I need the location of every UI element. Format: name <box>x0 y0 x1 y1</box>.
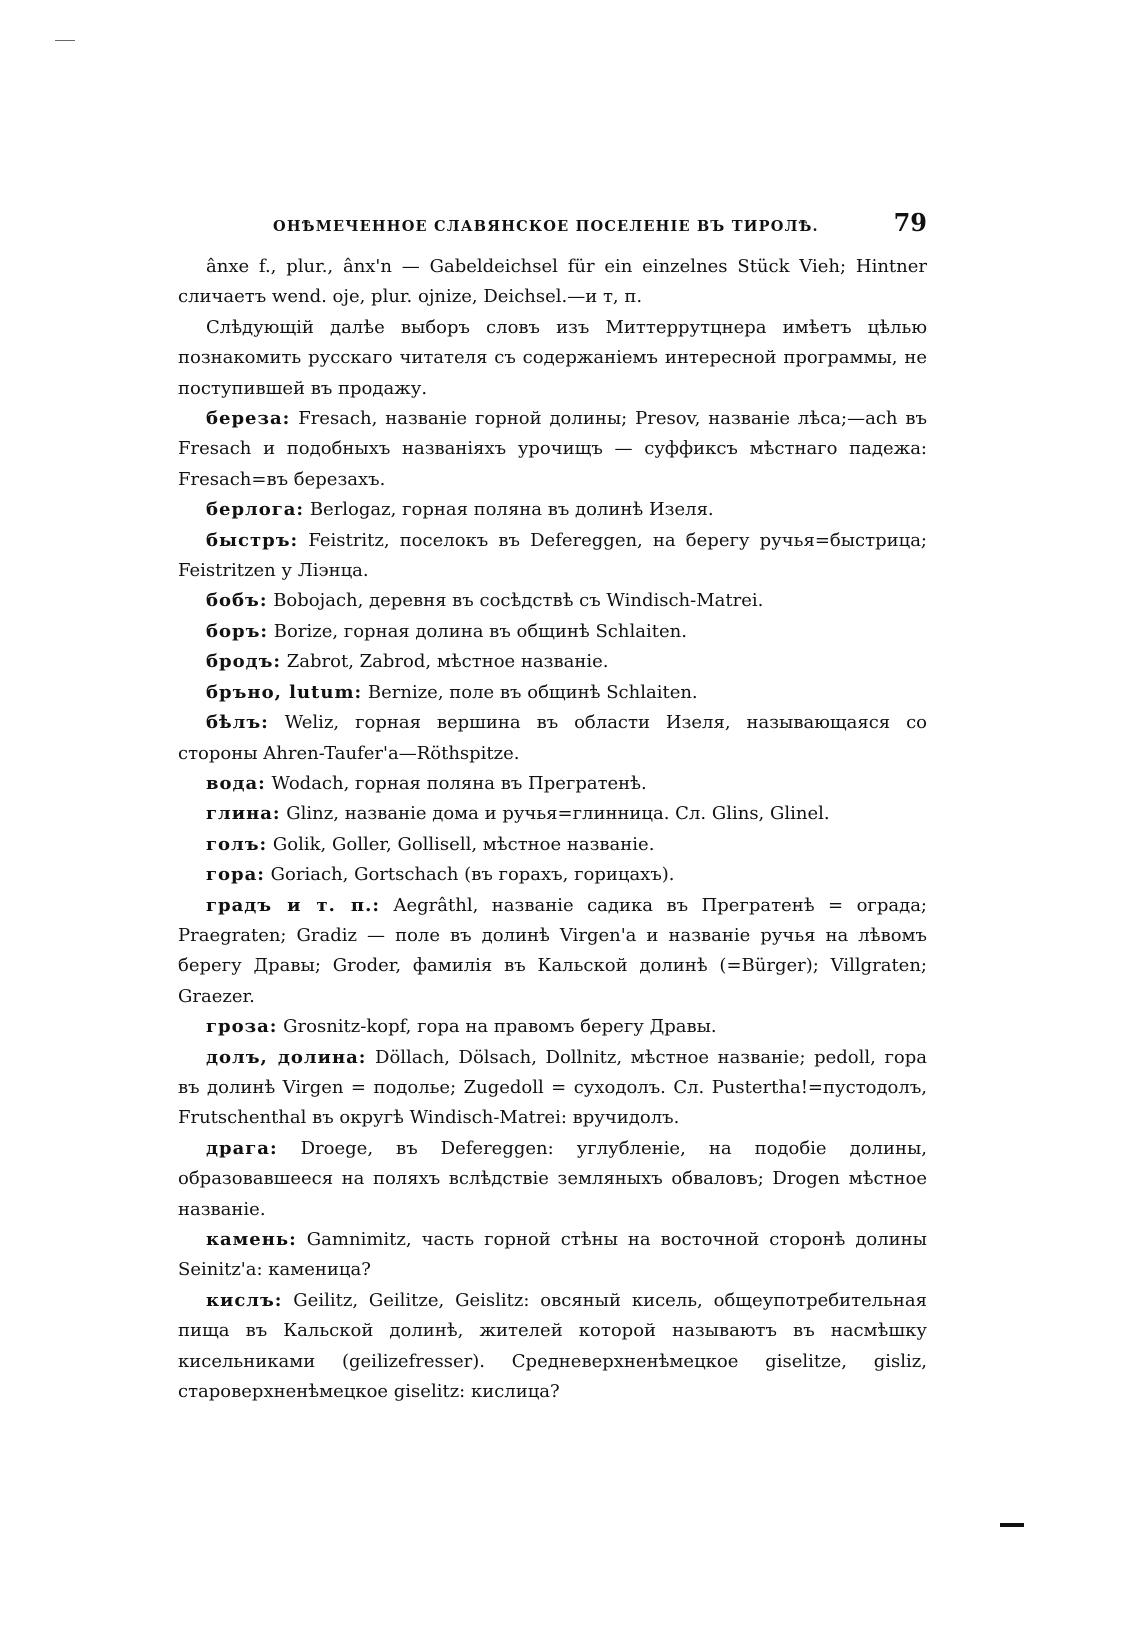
paragraph-text: Weliz, горная вершина въ области Изеля, называющаяся со стороны Ahren-Taufer'a—Röthspitze. <box>178 712 927 764</box>
paragraph-text: Droege, въ Defereggen: углубленіе, на подобіе долины, образовавшееся на поляхъ вслѣдствіе земляныхъ обваловъ; Drogen мѣстное названіе. <box>178 1137 927 1220</box>
paragraph <box>178 1012 927 1042</box>
paragraph-text: Zabrot, Zabrod, мѣстное названіе. <box>281 651 609 673</box>
headword: градъ и т. п.: <box>206 894 381 916</box>
running-head: ОНѢМЕЧЕННОЕ СЛАВЯНСКОЕ ПОСЕЛЕНІЕ ВЪ ТИРОЛѢ. <box>273 218 819 235</box>
paragraph <box>178 647 927 677</box>
paragraph-text: ânxe f., plur., ânx'n — Gabeldeichsel für ein einzelnes Stück Vieh; Hintner сличаетъ wend. oje, plur. ojnize, Deichsel.—и т, п. <box>178 256 927 308</box>
paragraph <box>178 404 927 495</box>
headword: драга: <box>206 1137 278 1159</box>
headword: камень: <box>206 1229 297 1250</box>
headword: кислъ: <box>206 1289 283 1311</box>
paragraph <box>178 891 927 1013</box>
paragraph-text: Borize, горная долина въ общинѣ Schlaiten. <box>268 620 687 642</box>
page-number: 79 <box>893 208 927 237</box>
body-text <box>178 252 927 1407</box>
headword: быстръ: <box>206 529 299 551</box>
paragraph-text: Fresach, названіе горной долины; Presov, названіе лѣса;—ach въ Fresach и подобныхъ названіяхъ урочищъ — суффиксъ мѣстнаго падежа: Fresach=въ березахъ. <box>178 408 927 490</box>
headword: берлога: <box>206 499 305 521</box>
paragraph <box>178 1225 927 1286</box>
paragraph <box>178 708 927 769</box>
paragraph-text: Aegrâthl, названіе садика въ Прегратенѣ = ограда; Praegraten; Gradiz — поле въ долинѣ Virgen'a и названіе ручья на лѣвомъ берегу Дравы; Groder, фамилія въ Кальской долинѣ (=Bürger); Villgraten; Graezer. <box>178 894 927 1007</box>
paragraph <box>178 769 927 799</box>
paragraph-text: Geilitz, Geilitze, Geislitz: овсяный кисель, общеупотребительная пища въ Кальской долинѣ, жителей которой называютъ въ насмѣшку кисельниками (geilizefresser). Средневерхненѣмецкое giselitze, gisliz, староверхненѣмецкое giselitz: кислица? <box>178 1289 927 1403</box>
headword: гроза: <box>206 1016 278 1038</box>
paragraph <box>178 586 927 616</box>
headword: бръно, lutum: <box>206 681 363 703</box>
headword: глина: <box>206 803 281 825</box>
paragraph <box>178 526 927 587</box>
paragraph-text: Döllach, Dölsach, Dollnitz, мѣстное названіе; pedoll, гора въ долинѣ Virgen = подолье; Zugedoll = суходолъ. Сл. Pustertha!=пустодолъ, Frutschenthal въ округѣ Windisch-Matrei: вручидолъ. <box>178 1046 927 1129</box>
headword: бѣлъ: <box>206 712 269 734</box>
paragraph-text: Wodach, горная поляна въ Прегратенѣ. <box>265 772 647 794</box>
text-block <box>178 208 927 1407</box>
paragraph <box>178 1134 927 1225</box>
paragraph <box>178 678 927 708</box>
paragraph-text: Grosnitz-kopf, гора на правомъ берегу Дравы. <box>277 1016 717 1038</box>
headword: береза: <box>206 408 291 430</box>
paragraph-text: Feistritz, поселокъ въ Defereggen, на берегу ручья=быстрица; Feistritzen у Ліэнца. <box>178 529 927 582</box>
paragraph <box>178 313 927 404</box>
headword: голъ: <box>206 833 268 855</box>
paragraph-text: Слѣдующій далѣе выборъ словъ изъ Миттеррутцнера имѣетъ цѣлью познакомить русскаго читателя съ содержаніемъ интересной программы, не поступившей въ продажу. <box>178 316 927 399</box>
headword: бобъ: <box>206 590 268 612</box>
paragraph <box>178 252 927 313</box>
paragraph-text: Berlogaz, горная поляна въ долинѣ Изеля. <box>304 499 714 521</box>
headword: гора: <box>206 864 265 886</box>
paragraph <box>178 799 927 829</box>
headword: вода: <box>206 772 266 794</box>
paragraph <box>178 860 927 890</box>
paragraph <box>178 830 927 860</box>
headword: долъ, долина: <box>206 1046 367 1068</box>
paragraph-text: Golik, Goller, Gollisell, мѣстное названіе. <box>267 833 655 855</box>
scan-artifact-bottom <box>1000 1523 1024 1527</box>
paragraph-text: Bernize, поле въ общинѣ Schlaiten. <box>362 681 698 703</box>
paragraph <box>178 495 927 525</box>
paragraph <box>178 1286 927 1408</box>
headword: бродъ: <box>206 651 282 673</box>
paragraph-text: Goriach, Gortschach (въ горахъ, горицахъ). <box>264 864 675 886</box>
page-header <box>178 208 927 252</box>
paragraph-text: Bobojach, деревня въ сосѣдствѣ съ Windisch-Matrei. <box>267 590 764 612</box>
paragraph <box>178 617 927 647</box>
paragraph <box>178 1043 927 1134</box>
paragraph-text: Glinz, названіе дома и ручья=глинница. Сл. Glins, Glinel. <box>280 803 830 825</box>
scan-artifact-top <box>55 40 75 41</box>
paragraph-text: Gamnimitz, часть горной стѣны на восточной сторонѣ долины Seinitz'a: каменица? <box>178 1229 927 1281</box>
headword: боръ: <box>206 620 269 642</box>
